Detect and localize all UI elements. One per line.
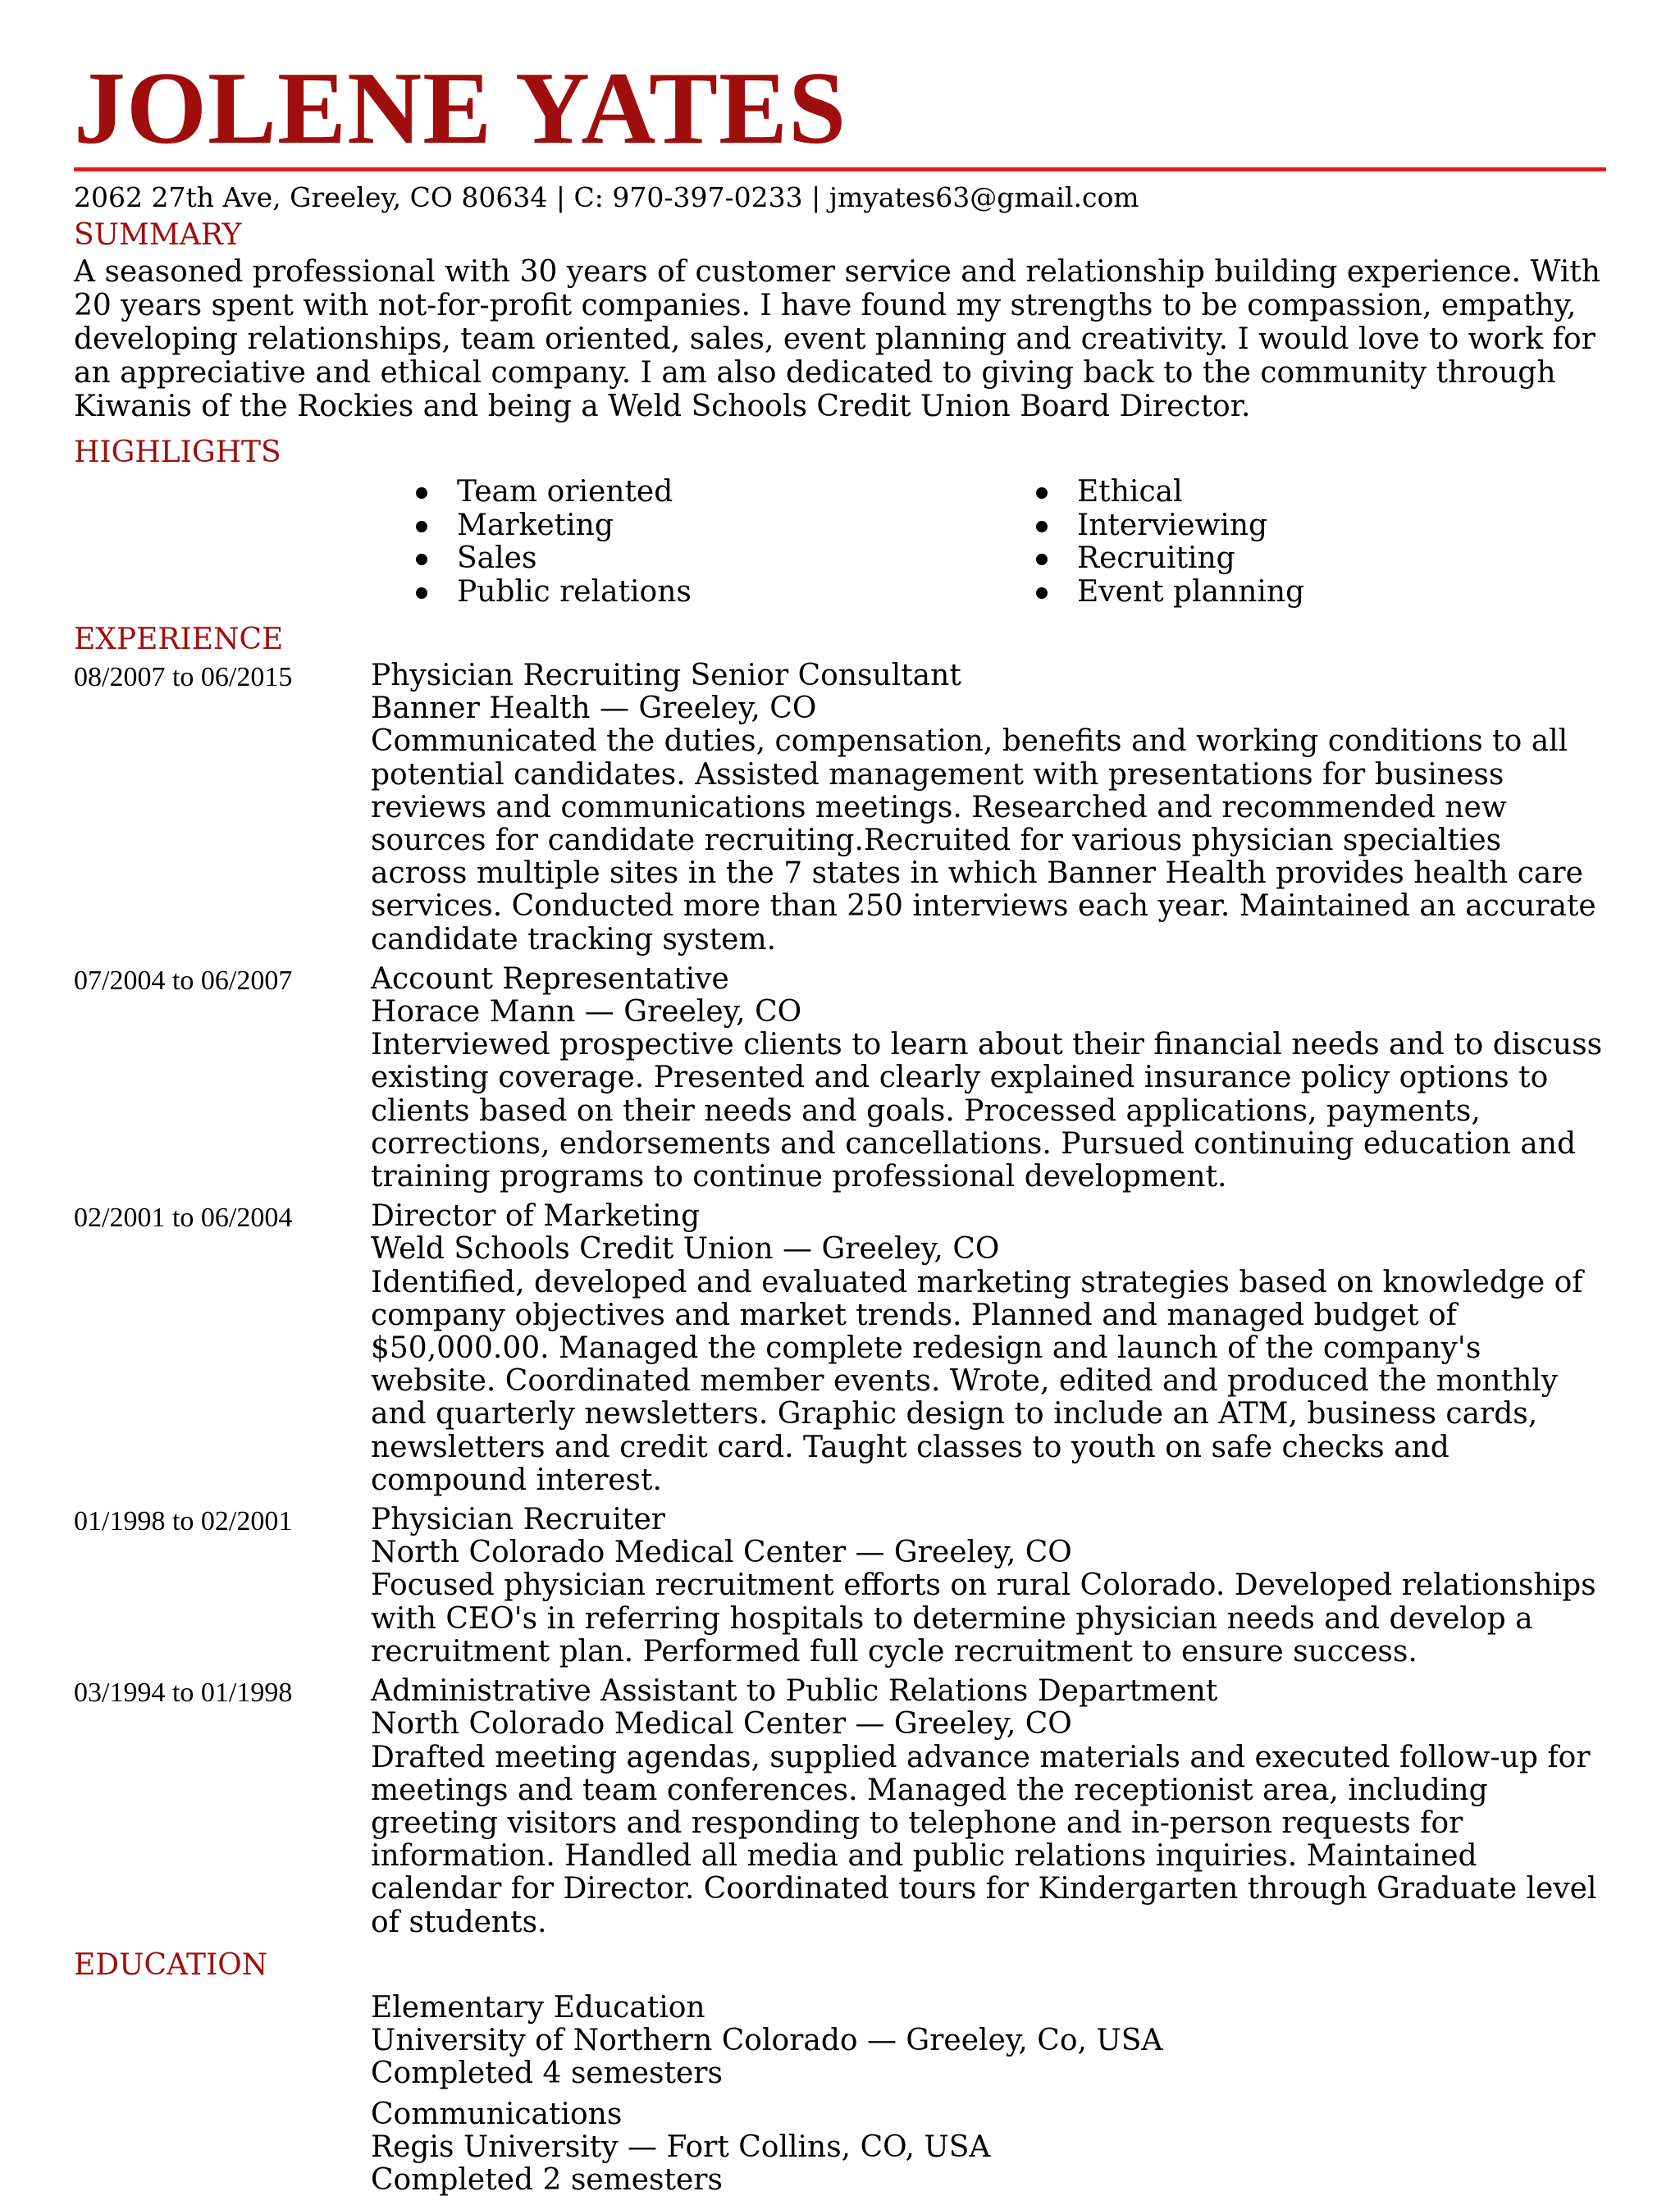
- job-dates: 03/1994 to 01/1998: [74, 1678, 293, 1709]
- experience-entry: [74, 963, 1606, 1194]
- experience-entry: [74, 1504, 1606, 1669]
- highlight-item: Interviewing: [1034, 509, 1609, 543]
- job-dates: 08/2007 to 06/2015: [74, 662, 293, 692]
- job-employer: North Colorado Medical Center — Greeley, CO: [371, 1536, 1072, 1570]
- job-body: [371, 1200, 1606, 1497]
- job-description: Communicated the duties, compensation, benefits and working conditions to all potential candidates. Assisted management with presentations for business reviews and communications meetings. Researched and recommended new sources for candidate recruiting.Recruited for various physician specialties across multiple sites in the 7 states in which Banner Health provides health care services. Conducted more than 250 interviews each year. Maintained an accurate candidate tracking system.: [371, 724, 1596, 956]
- education-school: Regis University — Fort Collins, CO, USA: [371, 2130, 991, 2164]
- highlights-list: [74, 476, 1606, 609]
- job-employer: Banner Health — Greeley, CO: [371, 692, 817, 726]
- resume-page: [74, 49, 1606, 2205]
- job-body: [371, 1675, 1606, 1939]
- job-dates: 07/2004 to 06/2007: [74, 965, 293, 996]
- job-title: Account Representative: [371, 961, 729, 996]
- highlight-item: Sales: [414, 542, 1034, 576]
- header-divider: [74, 167, 1606, 171]
- education-heading: EDUCATION: [74, 1947, 268, 1982]
- job-dates: 02/2001 to 06/2004: [74, 1203, 293, 1234]
- summary-text: A seasoned professional with 30 years of customer service and relationship building experience. With 20 years spent with not-for-profit companies. I have found my strengths to be compassion, empathy, developing relationships, team oriented, sales, event planning and creativity. I would love to work for an appreciative and ethical company. I am also dedicated to giving back to the community through Kiwanis of the Rockies and being a Weld Schools Credit Union Board Director.: [74, 255, 1600, 423]
- highlight-item: Team oriented: [414, 476, 1034, 509]
- education-entry: [371, 1992, 1606, 2090]
- job-title: Physician Recruiter: [371, 1503, 665, 1537]
- education-field: Communications: [371, 2097, 623, 2131]
- education-list: [74, 1992, 1606, 2197]
- experience-entry: [74, 1200, 1606, 1497]
- job-dates: 01/1998 to 02/2001: [74, 1506, 293, 1537]
- candidate-name: JOLENE YATES: [74, 52, 847, 166]
- summary-heading: SUMMARY: [74, 218, 242, 252]
- education-entry: [371, 2098, 1606, 2197]
- experience-entry: [74, 1675, 1606, 1939]
- highlight-item: Marketing: [414, 509, 1034, 543]
- job-description: Drafted meeting agendas, supplied advance materials and executed follow-up for meetings and team conferences. Managed the receptionist area, including greeting visitors and responding to telephone and in-person requests for information. Handled all media and public relations inquiries. Maintained calendar for Director. Coordinated tours for Kindergarten through Graduate level of students.: [371, 1740, 1597, 1939]
- highlight-item: Public relations: [414, 576, 1034, 609]
- job-body: [371, 660, 1606, 956]
- education-detail: Completed 2 semesters: [371, 2162, 723, 2197]
- highlight-item: Ethical: [1034, 476, 1609, 509]
- contact-line: 2062 27th Ave, Greeley, CO 80634 | C: 970-397-0233 | jmyates63@gmail.com: [74, 181, 1139, 213]
- job-title: Director of Marketing: [371, 1199, 701, 1234]
- highlights-heading: HIGHLIGHTS: [74, 436, 281, 469]
- job-description: Identified, developed and evaluated marketing strategies based on knowledge of company objectives and market trends. Planned and managed budget of $50,000.00. Managed the complete redesign and launch of the company's website. Coordinated member events. Wrote, edited and produced the monthly and quarterly newsletters. Graphic design to include an ATM, business cards, newsletters and credit card. Taught classes to youth on safe checks and compound interest.: [371, 1265, 1583, 1497]
- job-employer: North Colorado Medical Center — Greeley, CO: [371, 1707, 1072, 1742]
- job-employer: Weld Schools Credit Union — Greeley, CO: [371, 1232, 1000, 1267]
- job-description: Interviewed prospective clients to learn about their financial needs and to discuss existing coverage. Presented and clearly explained insurance policy options to clients based on their needs and goals. Processed applications, payments, corrections, endorsements and cancellations. Pursued continuing education and training programs to continue professional development.: [371, 1028, 1603, 1194]
- education-school: University of Northern Colorado — Greeley, Co, USA: [371, 2023, 1163, 2057]
- job-title: Physician Recruiting Senior Consultant: [371, 659, 961, 692]
- highlight-item: Event planning: [1034, 576, 1609, 609]
- education-detail: Completed 4 semesters: [371, 2056, 723, 2090]
- job-description: Focused physician recruitment efforts on rural Colorado. Developed relationships with CEO's in referring hospitals to determine physician needs and develop a recruitment plan. Performed full cycle recruitment to ensure success.: [371, 1568, 1596, 1669]
- highlight-item: Recruiting: [1034, 542, 1609, 576]
- education-field: Elementary Education: [371, 1990, 705, 2025]
- job-employer: Horace Mann — Greeley, CO: [371, 995, 802, 1029]
- job-body: [371, 963, 1606, 1194]
- experience-entry: [74, 660, 1606, 956]
- job-body: [371, 1504, 1606, 1669]
- experience-heading: EXPERIENCE: [74, 623, 284, 656]
- job-title: Administrative Assistant to Public Relations Department: [371, 1674, 1218, 1709]
